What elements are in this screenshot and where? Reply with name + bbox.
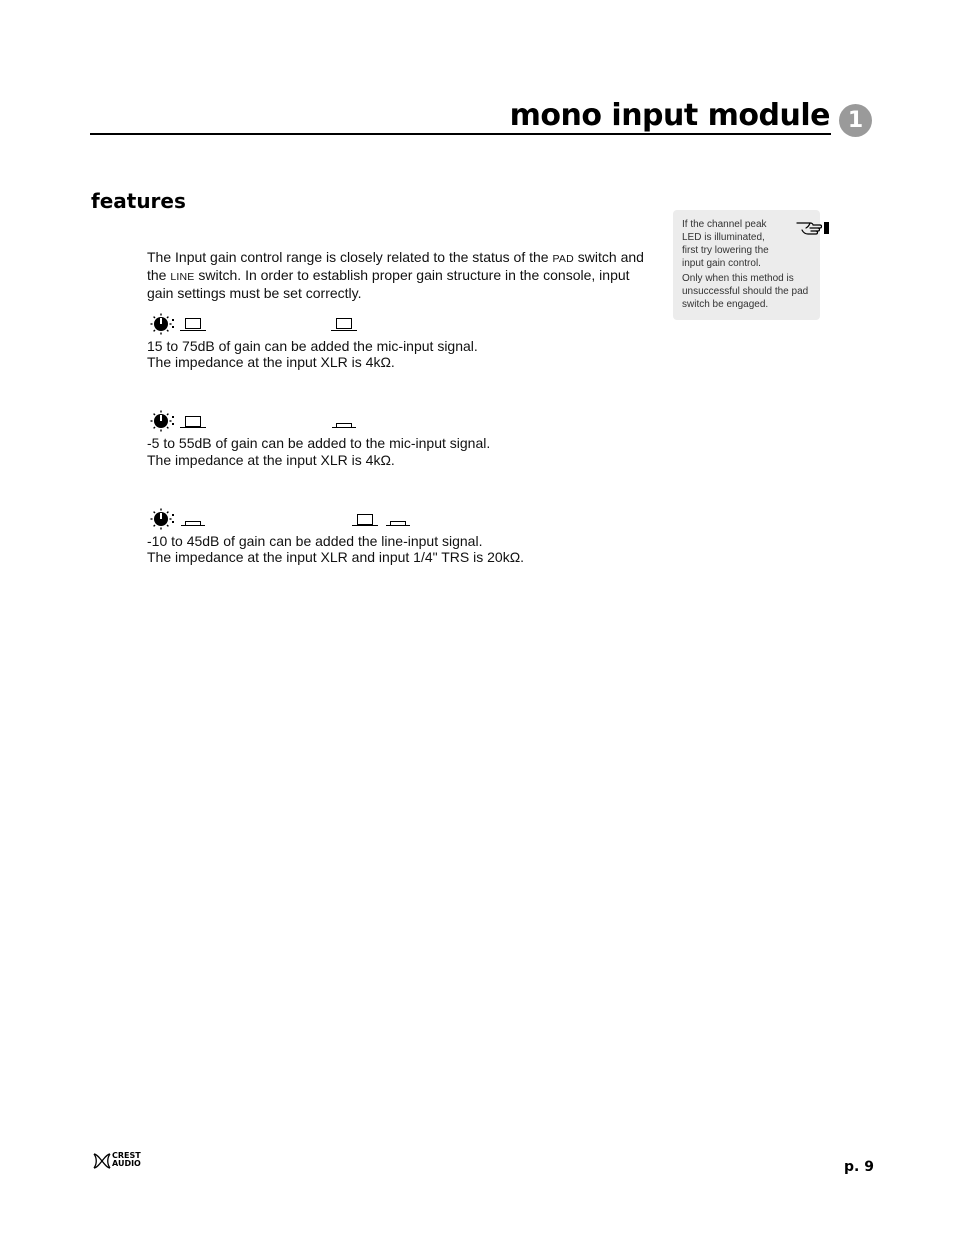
line-switch-up-icon (357, 514, 373, 525)
colon-dot (172, 521, 174, 523)
setting-3-impedance: The impedance at the input XLR and input 1/4" TRS is 20kΩ. (147, 549, 525, 565)
colon-dot (172, 326, 174, 328)
note-paragraph-2: Only when this method is unsuccessful should the pad switch be engaged. (682, 273, 809, 310)
colon-dot (172, 416, 174, 418)
section-heading: features (91, 189, 186, 213)
setting-2-impedance: The impedance at the input XLR is 4kΩ. (147, 452, 395, 468)
pad-switch-up-icon (185, 416, 201, 427)
logo-line-crest: CREST (112, 1151, 141, 1160)
line-switch-up-icon (336, 318, 352, 329)
switch-baseline (386, 525, 410, 526)
setting-1-impedance: The impedance at the input XLR is 4kΩ. (147, 354, 395, 370)
colon-dot (172, 423, 174, 425)
switch-baseline (180, 330, 206, 331)
switch-baseline (352, 525, 378, 526)
colon-dot (172, 319, 174, 321)
switch-baseline (181, 525, 205, 526)
page-title: mono input module (509, 98, 830, 133)
switch-baseline (331, 330, 357, 331)
logo-line-audio: AUDIO (112, 1159, 141, 1168)
gain-knob-icon (150, 313, 172, 335)
switch-baseline (180, 427, 206, 428)
chapter-badge: 1 (839, 104, 872, 137)
intro-paragraph (147, 249, 657, 301)
gain-knob-icon (150, 410, 172, 432)
intro-text-3: switch. In order to establish proper gain structure in the console, input gain settings must be set correctly. (147, 267, 630, 301)
setting-3-gain: -10 to 45dB of gain can be added the line-input signal. (147, 533, 483, 549)
pointing-hand-icon (796, 218, 830, 236)
gain-knob-icon (150, 508, 172, 530)
intro-text-1: The Input gain control range is closely related to the status of the (147, 249, 553, 265)
pad-word: PAD (552, 253, 574, 265)
intro-text-2: switch and the (147, 249, 644, 283)
colon-dot (172, 514, 174, 516)
pad-switch-up-icon (185, 318, 201, 329)
page-number: p. 9 (844, 1159, 874, 1175)
crest-audio-logo-icon (93, 1152, 111, 1170)
switch-baseline (332, 427, 356, 428)
setting-2-gain: -5 to 55dB of gain can be added to the mic-input signal. (147, 435, 491, 451)
setting-1-gain: 15 to 75dB of gain can be added the mic-input signal. (147, 338, 478, 354)
line-word: LINE (170, 271, 195, 283)
title-rule (90, 133, 831, 135)
note-paragraph-1: If the channel peak LED is illuminated, first try lowering the input gain control. (682, 219, 769, 269)
crest-audio-logo-text (112, 1152, 141, 1168)
